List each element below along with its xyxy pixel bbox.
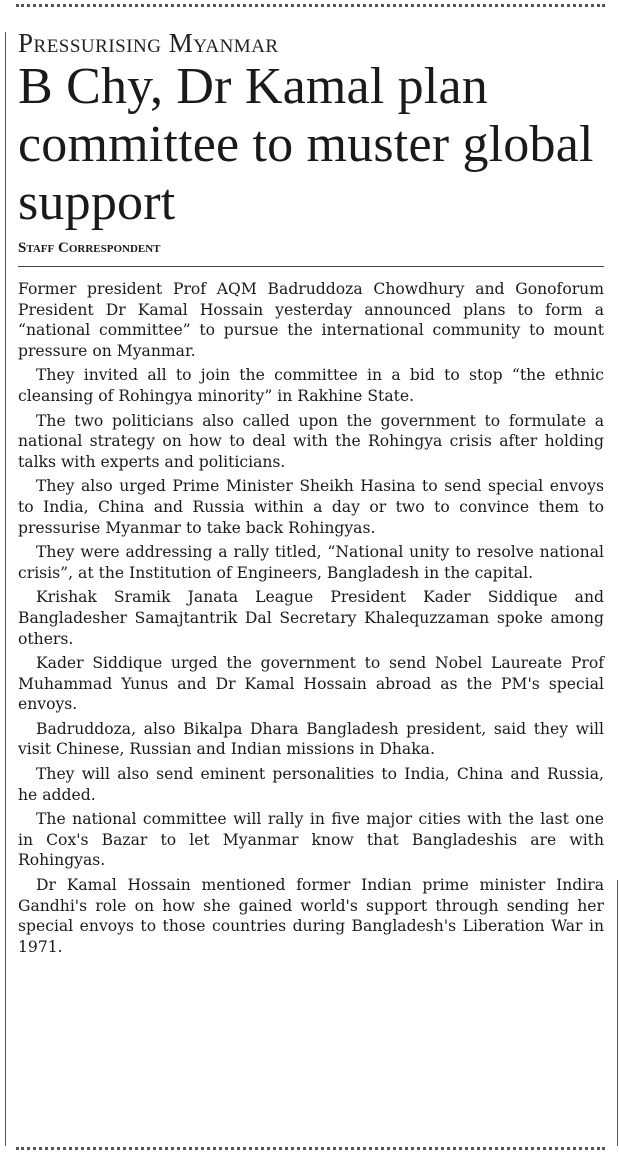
article-paragraph: They were addressing a rally titled, “National unity to resolve national crisis”, at the Institution of Engineers, Bangladesh in the capital. xyxy=(18,543,604,582)
article-paragraph: Badruddoza, also Bikalpa Dhara Bangladesh president, said they will visit Chinese, Russian and Indian missions in Dhaka. xyxy=(18,719,604,759)
news-article xyxy=(18,28,604,961)
article-paragraph: Former president Prof AQM Badruddoza Chowdhury and Gonoforum President Dr Kamal Hossain yesterday announced plans to form a “national committee” to pursue the international community to mount pressure on Myanmar. xyxy=(18,280,604,360)
article-paragraph: They also urged Prime Minister Sheikh Hasina to send special envoys to India, China and Russia within a day or two to convince them to pressurise Myanmar to take back Rohingyas. xyxy=(18,477,604,537)
article-paragraph: The national committee will rally in five major cities with the last one in Cox's Bazar to let Myanmar know that Bangladeshis are with Rohingyas. xyxy=(18,810,604,870)
bottom-dotted-rule xyxy=(16,1147,605,1150)
article-kicker: Pressurising Myanmar xyxy=(18,28,279,58)
article-paragraph: They invited all to join the committee in a bid to stop “the ethnic cleansing of Rohingya minority” in Rakhine State. xyxy=(18,366,604,405)
article-body xyxy=(18,279,604,957)
right-column-rule xyxy=(617,880,618,1146)
article-byline: Staff Correspondent xyxy=(18,238,604,267)
article-paragraph: Krishak Sramik Janata League President Kader Siddique and Bangladesher Samajtantrik Dal Secretary Khalequzzaman spoke among others. xyxy=(18,588,604,648)
article-paragraph: They will also send eminent personalities to India, China and Russia, he added. xyxy=(18,765,604,804)
article-paragraph: Kader Siddique urged the government to send Nobel Laureate Prof Muhammad Yunus and Dr Kamal Hossain abroad as the PM's special envoys. xyxy=(18,654,604,714)
article-paragraph: Dr Kamal Hossain mentioned former Indian prime minister Indira Gandhi's role on how she gained world's support through sending her special envoys to those countries during Bangladesh's Liberation War in 1971. xyxy=(18,876,604,956)
article-paragraph: The two politicians also called upon the government to formulate a national strategy on how to deal with the Rohingya crisis after holding talks with experts and politicians. xyxy=(18,411,604,471)
article-headline: B Chy, Dr Kamal plan committee to muster global support xyxy=(18,58,594,231)
left-column-rule xyxy=(5,32,6,1146)
top-dotted-rule xyxy=(16,4,605,7)
